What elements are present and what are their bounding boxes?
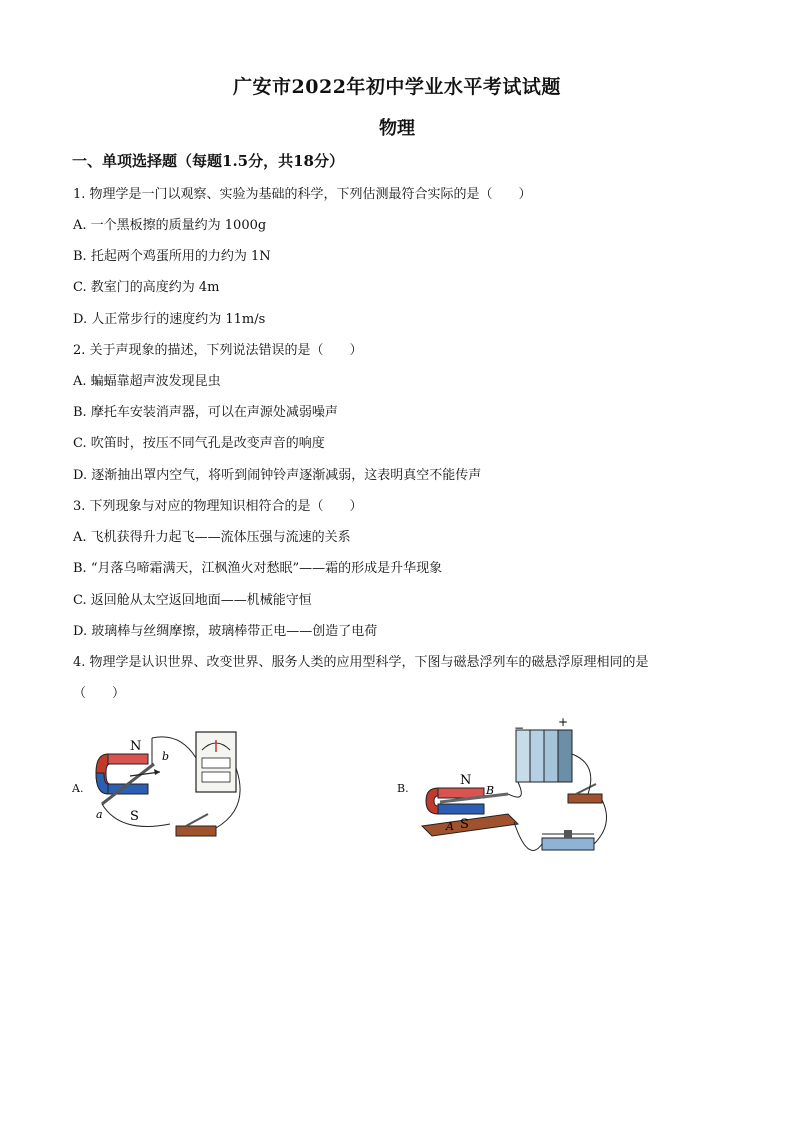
figure-a-n-label: N bbox=[130, 739, 142, 754]
figure-b-s-label: S bbox=[460, 817, 469, 832]
figure-b-b-label: B bbox=[486, 784, 495, 797]
question-2-option-b: B. 摩托车安装消声器，可以在声源处减弱噪声 bbox=[73, 405, 338, 420]
question-1-option-b: B. 托起两个鸡蛋所用的力约为 1N bbox=[73, 249, 271, 264]
question-4-stem-continued: （ ） bbox=[73, 686, 126, 701]
question-2-stem: 2. 关于声现象的描述，下列说法错误的是（ ） bbox=[73, 343, 363, 358]
question-1-stem: 1. 物理学是一门以观察、实验为基础的科学，下列估测最符合实际的是（ ） bbox=[73, 187, 532, 202]
figure-b-diagram bbox=[418, 714, 618, 866]
question-3-option-d: D. 玻璃棒与丝绸摩擦，玻璃棒带正电——创造了电荷 bbox=[73, 624, 378, 639]
figure-a-a-label: a bbox=[96, 808, 103, 821]
question-1-option-d: D. 人正常步行的速度约为 11m/s bbox=[73, 312, 266, 327]
page-title: 广安市2022年初中学业水平考试试题 bbox=[233, 76, 561, 98]
question-3-option-b: B. “月落乌啼霜满天，江枫渔火对愁眠”——霜的形成是升华现象 bbox=[73, 561, 443, 576]
switch-icon bbox=[176, 826, 216, 836]
switch-icon bbox=[568, 794, 602, 803]
question-1-option-c: C. 教室门的高度约为 4m bbox=[73, 280, 220, 295]
figure-a-s-label: S bbox=[130, 809, 139, 824]
question-4-stem: 4. 物理学是认识世界、改变世界、服务人类的应用型科学，下图与磁悬浮列车的磁悬浮原理相同的是 bbox=[73, 655, 649, 670]
section-heading: 一、单项选择题（每题1.5分，共18分） bbox=[72, 152, 344, 170]
page-subtitle: 物理 bbox=[379, 118, 415, 139]
figure-b-label: B. bbox=[397, 782, 409, 795]
figure-a-label: A. bbox=[72, 782, 84, 795]
question-1-option-a: A. 一个黑板擦的质量约为 1000g bbox=[73, 218, 267, 233]
figure-b-a-label: A bbox=[446, 820, 454, 833]
battery-icon bbox=[516, 730, 572, 782]
figure-b-minus-label: − bbox=[514, 721, 525, 735]
figure-a-b-label: b bbox=[162, 750, 170, 763]
question-2-option-d: D. 逐渐抽出罩内空气，将听到闹钟铃声逐渐减弱，这表明真空不能传声 bbox=[73, 468, 482, 483]
rheostat-icon bbox=[542, 830, 594, 850]
question-2-option-a: A. 蝙蝠靠超声波发现昆虫 bbox=[73, 374, 221, 389]
question-3-option-a: A. 飞机获得升力起飞——流体压强与流速的关系 bbox=[73, 530, 351, 545]
figure-a-diagram bbox=[90, 728, 250, 848]
question-3-stem: 3. 下列现象与对应的物理知识相符合的是（ ） bbox=[73, 499, 363, 514]
question-3-option-c: C. 返回舱从太空返回地面——机械能守恒 bbox=[73, 593, 312, 608]
figure-b-n-label: N bbox=[460, 773, 472, 788]
question-2-option-c: C. 吹笛时，按压不同气孔是改变声音的响度 bbox=[73, 436, 325, 451]
figure-b-plus-label: + bbox=[558, 715, 569, 729]
